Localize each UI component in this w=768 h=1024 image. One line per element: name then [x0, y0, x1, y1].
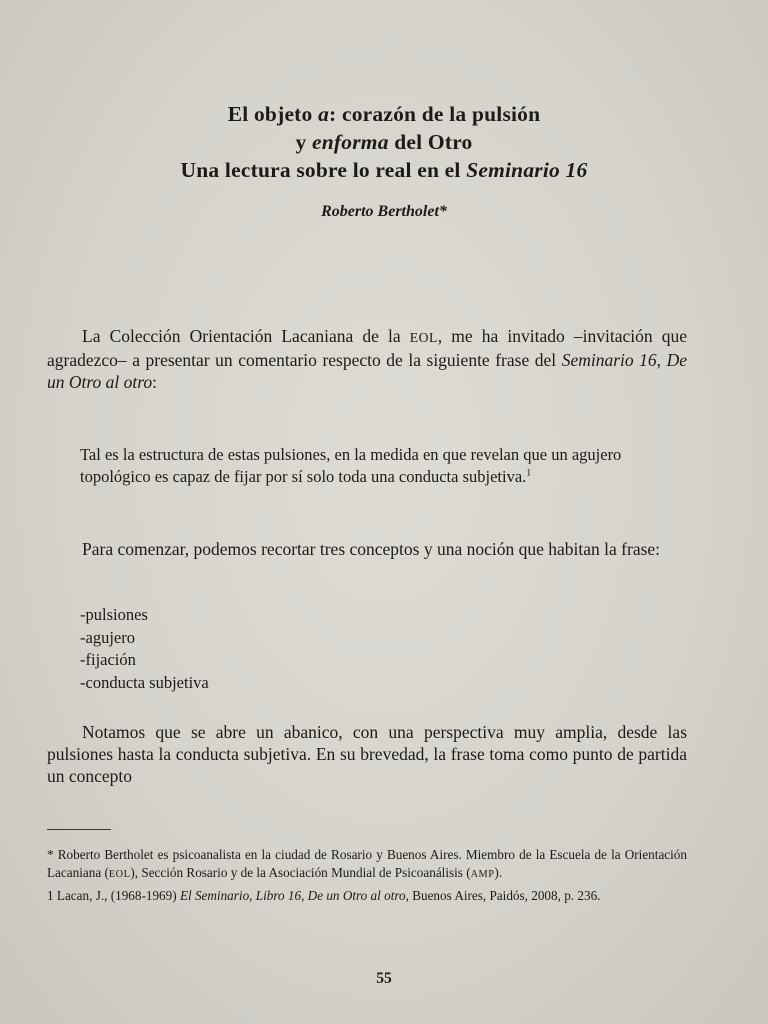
- quote-text: Tal es la estructura de estas pulsiones, en la medida en que revelan que un agujero topológico es capaz de fijar por sí solo toda una conducta subjetiva.: [80, 445, 622, 486]
- title-line-1: [0, 100, 768, 128]
- title-text: El objeto: [227, 102, 319, 126]
- acronym: EOL: [108, 868, 131, 880]
- title-text: y: [295, 130, 313, 154]
- title-text: Una lectura sobre lo real en el: [180, 158, 467, 182]
- title-text: del Otro: [388, 130, 473, 154]
- list-item: -agujero: [80, 627, 135, 647]
- list-item: -pulsiones: [80, 605, 148, 624]
- footnote-text: , Buenos Aires, Paidós, 2008, p. 236.: [405, 888, 601, 903]
- list-item: -fijación: [80, 650, 136, 669]
- paragraph-concepts: Para comenzar, podemos recortar tres conceptos y una noción que habitan la frase:: [82, 539, 661, 559]
- cited-work: El Seminario, Libro 16, De un Otro al otro: [179, 888, 406, 903]
- footnotes: [47, 846, 687, 909]
- chapter-title: [0, 100, 768, 184]
- title-italic: Seminario 16: [466, 158, 588, 182]
- page-number: 55: [376, 970, 392, 987]
- subtitle-line: [0, 156, 768, 184]
- acronym: AMP: [470, 868, 495, 880]
- cited-work: Seminario 16, De un Otro al otro: [47, 350, 687, 392]
- paragraph-observation: Notamos que se abre un abanico, con una perspectiva muy amplia, desde las pulsiones hasta la conducta subjetiva. En su brevedad, la frase toma como punto de partida un concepto: [47, 722, 687, 786]
- author-name: Roberto Bertholet*: [321, 203, 447, 220]
- title-text: : corazón de la pulsión: [329, 102, 541, 126]
- footnote-text: * Roberto Bertholet es psicoanalista en la ciudad de Rosario y Buenos Aires. Miembro de la Escuela de la Orientación Lacaniana (: [47, 847, 687, 880]
- footnote-marker: 1: [526, 467, 532, 479]
- paragraph-text: La Colección Orientación Lacaniana de la: [82, 326, 410, 346]
- footnote-divider: [47, 829, 111, 830]
- concept-list: [80, 604, 209, 694]
- footnote-text: ).: [494, 864, 503, 880]
- title-italic: enforma: [312, 130, 389, 154]
- footnote-author: [47, 846, 687, 883]
- title-italic: a: [318, 102, 330, 126]
- paragraph-text: :: [152, 372, 158, 392]
- intro-paragraph: [47, 325, 687, 393]
- footnote-text: 1 Lacan, J., (1968-1969): [47, 888, 180, 903]
- block-quote: [80, 444, 660, 488]
- footnote-1: [47, 887, 687, 905]
- list-item: -conducta subjetiva: [80, 672, 209, 692]
- acronym: EOL: [409, 330, 438, 345]
- title-line-2: [0, 128, 768, 156]
- footnote-text: ), Sección Rosario y de la Asociación Mundial de Psicoanálisis (: [130, 864, 471, 880]
- paragraph-text: , me ha invitado –invitación que agradezco– a presentar un comentario respecto de la siguiente frase del: [47, 326, 687, 370]
